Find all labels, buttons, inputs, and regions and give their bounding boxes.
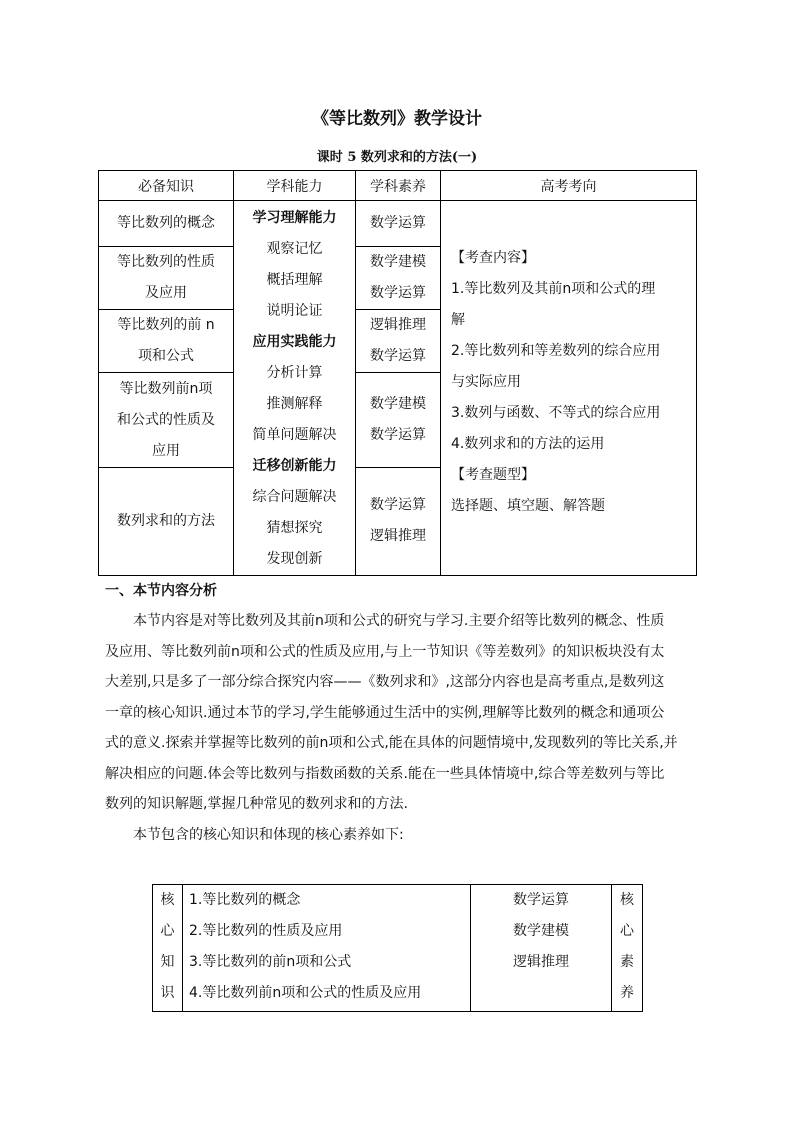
- literacy-line: 数学运算: [370, 497, 426, 514]
- knowledge-line: 和公式的性质及: [117, 411, 215, 428]
- core-literacy-label: [612, 885, 643, 1012]
- exam-cell: [441, 201, 697, 576]
- literacy-line: 数学建模: [370, 254, 426, 271]
- literacy-cell: [356, 373, 441, 467]
- paragraph-line: 本节包含的核心知识和体现的核心素养如下:: [105, 826, 404, 843]
- literacy-line: 数学建模: [370, 396, 426, 413]
- literacy-cell: [356, 467, 441, 575]
- list-item: 逻辑推理: [513, 954, 569, 970]
- knowledge-line: 项和公式: [138, 348, 194, 365]
- ability-item: 迁移创新能力: [252, 458, 337, 474]
- exam-line: 2.等比数列和等差数列的综合应用: [451, 343, 661, 359]
- core-knowledge-label: [153, 885, 183, 1012]
- ability-item: 综合问题解决: [252, 489, 337, 505]
- exam-line: 解: [451, 312, 465, 328]
- list-item: 2.等比数列的性质及应用: [189, 923, 343, 939]
- lesson-subtitle: 课时 5 数列求和的方法(一): [316, 150, 478, 165]
- knowledge-cell: [99, 201, 234, 247]
- label-char: 养: [620, 985, 634, 1001]
- content-analysis-paragraph: [105, 606, 721, 850]
- header-ability: 学科能力: [234, 171, 356, 201]
- literacy-line: 数学运算: [370, 348, 426, 365]
- exam-line: 与实际应用: [451, 374, 521, 390]
- label-char: 识: [160, 985, 175, 1001]
- label-char: 素: [620, 954, 634, 970]
- knowledge-cell: [99, 373, 234, 467]
- list-item: 3.等比数列的前n项和公式: [189, 954, 352, 970]
- knowledge-cell: [99, 467, 234, 575]
- label-char: 知: [160, 954, 175, 970]
- ability-item: 说明论证: [266, 303, 323, 319]
- label-char: 心: [160, 923, 175, 939]
- exam-line: 3.数列与函数、不等式的综合应用: [451, 405, 661, 421]
- ability-item: 发现创新: [266, 551, 323, 567]
- literacy-cell: [356, 201, 441, 247]
- list-item: 1.等比数列的概念: [189, 892, 301, 908]
- knowledge-line: 等比数列的性质: [117, 254, 215, 271]
- knowledge-line: 等比数列的前 n: [117, 317, 215, 334]
- ability-item: 猜想探究: [266, 520, 323, 536]
- table-row: [153, 885, 643, 1012]
- paragraph-line: 本节内容是对等比数列及其前n项和公式的研究与学习.主要介绍等比数列的概念、性质: [105, 613, 665, 629]
- document-title: 《等比数列》教学设计: [312, 109, 482, 129]
- knowledge-cell: [99, 310, 234, 373]
- knowledge-line: 等比数列前n项: [119, 380, 213, 397]
- label-char: 核: [620, 892, 634, 908]
- knowledge-line: 等比数列的概念: [117, 215, 215, 232]
- ability-cell: [234, 201, 356, 576]
- label-char: 心: [620, 923, 634, 939]
- core-knowledge-items: [183, 885, 471, 1012]
- literacy-cell: [356, 310, 441, 373]
- exam-line: 【考查题型】: [451, 467, 535, 483]
- knowledge-line: 应用: [152, 442, 180, 459]
- knowledge-line: 及应用: [145, 285, 187, 302]
- overview-table: [98, 170, 697, 576]
- overview-header-row: [99, 171, 697, 201]
- ability-item: 学习理解能力: [252, 210, 337, 226]
- ability-item: 分析计算: [266, 365, 323, 381]
- paragraph-line: 解决相应的问题.体会等比数列与指数函数的关系.能在一些具体情境中,综合等差数列与等比: [105, 765, 665, 782]
- knowledge-line: 数列求和的方法: [117, 512, 215, 529]
- list-item: 数学运算: [513, 892, 569, 908]
- list-item: 数学建模: [513, 923, 569, 939]
- paragraph-line: 大差别,只是多了一部分综合探究内容——《数列求和》,这部分内容也是高考重点,是数列这: [105, 674, 665, 690]
- knowledge-cell: [99, 247, 234, 310]
- literacy-line: 数学运算: [370, 215, 426, 232]
- paragraph-line: 一章的核心知识.通过本节的学习,学生能够通过生活中的实例,理解等比数列的概念和通项公: [105, 704, 665, 721]
- literacy-line: 数学运算: [370, 427, 426, 444]
- paragraph-line: 及应用、等比数列前n项和公式的性质及应用,与上一节知识《等差数列》的知识板块没有太: [105, 643, 665, 660]
- core-literacy-items: [471, 885, 612, 1012]
- ability-item: 概括理解: [266, 272, 323, 288]
- ability-item: 观察记忆: [266, 241, 323, 257]
- paragraph-line: 数列的知识解题,掌握几种常见的数列求和的方法.: [105, 796, 408, 812]
- exam-line: 【考查内容】: [451, 250, 535, 266]
- ability-item: 应用实践能力: [252, 334, 337, 350]
- list-item: 4.等比数列前n项和公式的性质及应用: [189, 985, 422, 1001]
- exam-line: 选择题、填空题、解答题: [451, 498, 605, 514]
- exam-line: 1.等比数列及其前n项和公式的理: [451, 281, 656, 297]
- label-char: 核: [160, 892, 175, 908]
- literacy-cell: [356, 247, 441, 310]
- core-knowledge-table: [152, 884, 643, 1012]
- literacy-line: 逻辑推理: [370, 317, 426, 334]
- literacy-line: 逻辑推理: [370, 528, 426, 545]
- section-heading: 一、本节内容分析: [105, 583, 217, 599]
- ability-item: 简单问题解决: [252, 427, 337, 443]
- ability-item: 推测解释: [266, 396, 323, 412]
- header-literacy: 学科素养: [356, 171, 441, 201]
- exam-line: 4.数列求和的方法的运用: [451, 436, 605, 452]
- header-exam: 高考考向: [441, 171, 697, 201]
- paragraph-line: 式的意义.探索并掌握等比数列的前n项和公式,能在具体的问题情境中,发现数列的等比关系,并: [105, 735, 678, 751]
- literacy-line: 数学运算: [370, 285, 426, 302]
- header-knowledge: 必备知识: [99, 171, 234, 201]
- table-row: [99, 201, 697, 247]
